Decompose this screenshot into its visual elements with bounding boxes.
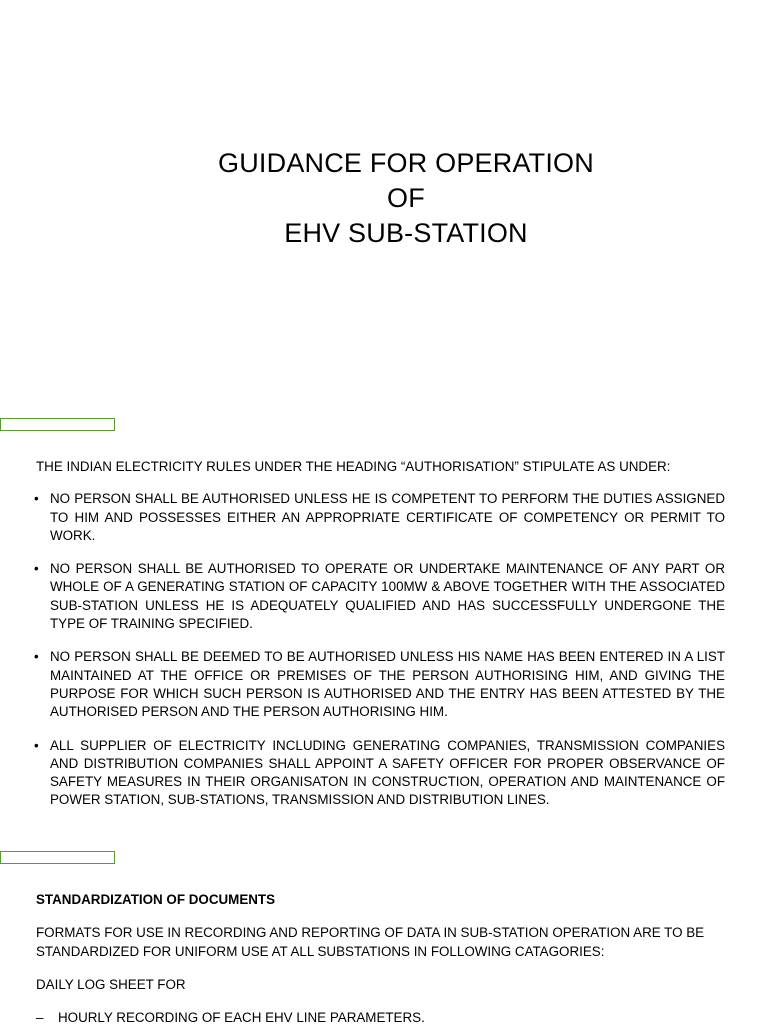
list-item — [36, 1009, 725, 1027]
title-line-2: OF — [387, 183, 425, 213]
list-item — [36, 560, 725, 633]
title-line-1: GUIDANCE FOR OPERATION — [218, 148, 594, 178]
authorisation-list — [36, 490, 725, 809]
list-item-text: NO PERSON SHALL BE DEEMED TO BE AUTHORISED UNLESS HIS NAME HAS BEEN ENTERED IN A LIST MAINTAINED AT THE OFFICE OR PREMISES OF THE PERSON AUTHORISING HIM, AND GIVING THE PURPOSE FOR WHICH SUCH PERSON IS AUTHORISED AND THE ENTRY HAS BEEN ATTESTED BY THE AUTHORISED PERSON AND THE PERSON AUTHORISING HIM. — [50, 649, 725, 720]
list-item — [36, 490, 725, 545]
section-marker-box — [0, 851, 115, 864]
list-item-text: HOURLY RECORDING OF EACH EHV LINE PARAMETERS. — [58, 1010, 425, 1026]
daily-log-heading: DAILY LOG SHEET FOR — [36, 976, 186, 992]
authorisation-section — [36, 458, 725, 825]
standardization-heading: STANDARDIZATION OF DOCUMENTS — [36, 892, 276, 907]
bullet-icon: • — [34, 737, 39, 753]
standardization-paragraph: FORMATS FOR USE IN RECORDING AND REPORTING OF DATA IN SUB-STATION OPERATION ARE TO BE STANDARDIZED FOR UNIFORM USE AT ALL SUBSTATIONS IN FOLLOWING CATAGORIES: — [36, 925, 705, 959]
list-item — [36, 737, 725, 810]
bullet-icon: • — [34, 561, 39, 577]
list-item-text: NO PERSON SHALL BE AUTHORISED TO OPERATE OR UNDERTAKE MAINTENANCE OF ANY PART OR WHOLE OF A GENERATING STATION OF CAPACITY 100MW & ABOVE TOGETHER WITH THE ASSOCIATED SUB-STATION UNLESS HE IS ADEQUATELY QUALIFIED AND HAS SUCCESSFULLY UNDERGONE THE TYPE OF TRAINING SPECIFIED. — [50, 561, 725, 632]
bullet-icon: • — [34, 491, 39, 507]
document-title — [0, 146, 768, 251]
bullet-icon: • — [34, 649, 39, 665]
dash-icon: – — [36, 1010, 44, 1026]
standardization-section — [36, 891, 725, 1027]
list-item-text: ALL SUPPLIER OF ELECTRICITY INCLUDING GENERATING COMPANIES, TRANSMISSION COMPANIES AND DISTRIBUTION COMPANIES SHALL APPOINT A SAFETY OFFICER FOR PROPER OBSERVANCE OF SAFETY MEASURES IN THEIR ORGANISATON IN CONSTRUCTION, OPERATION AND MAINTENANCE OF POWER STATION, SUB-STATIONS, TRANSMISSION AND DISTRIBUTION LINES. — [50, 737, 725, 808]
list-item-text: NO PERSON SHALL BE AUTHORISED UNLESS HE IS COMPETENT TO PERFORM THE DUTIES ASSIGNED TO HIM AND POSSESSES EITHER AN APPROPRIATE CERTIFICATE OF COMPETENCY OR PERMIT TO WORK. — [50, 491, 725, 543]
list-item — [36, 648, 725, 721]
section-marker-box — [0, 418, 115, 431]
authorisation-intro: THE INDIAN ELECTRICITY RULES UNDER THE HEADING “AUTHORISATION” STIPULATE AS UNDER: — [36, 459, 671, 474]
title-line-3: EHV SUB-STATION — [284, 218, 528, 248]
